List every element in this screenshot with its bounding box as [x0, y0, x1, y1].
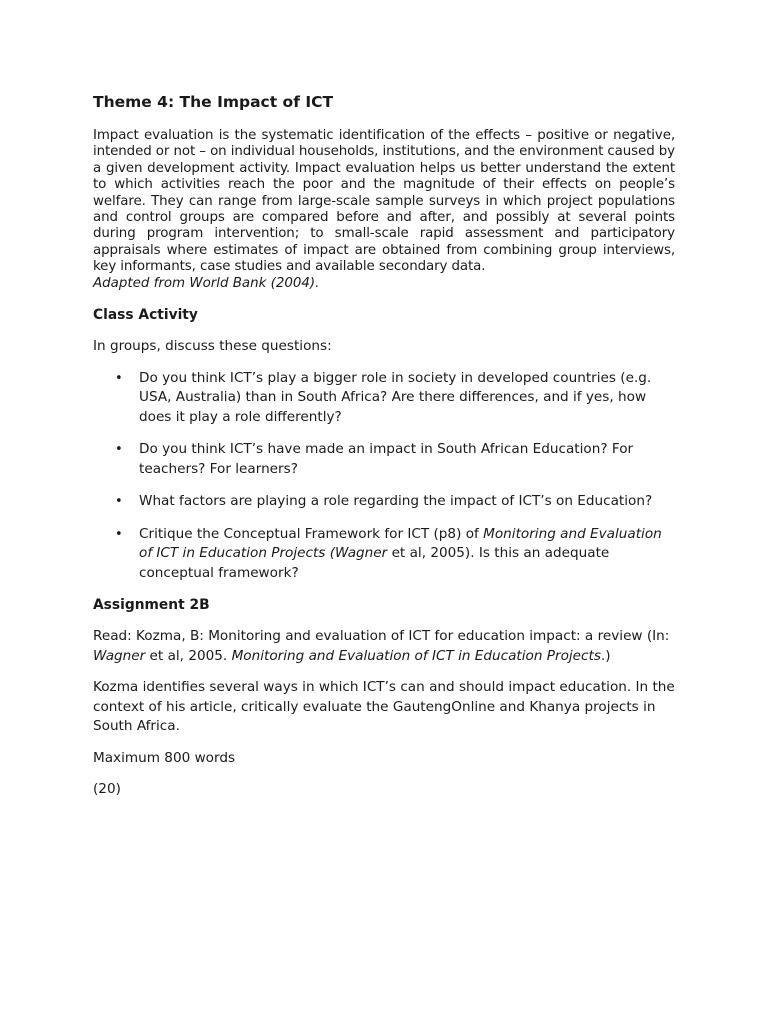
question-list	[93, 369, 675, 584]
bullet-icon: •	[115, 442, 123, 458]
question-item-4	[93, 525, 675, 584]
question-text: What factors are playing a role regarding the impact of ICT’s on Education?	[139, 493, 653, 510]
bullet-icon: •	[115, 370, 123, 386]
bullet-icon: •	[115, 494, 123, 510]
source-citation: Adapted from World Bank (2004).	[93, 275, 320, 291]
question-text: Do you think ICT’s have made an impact in South African Education? For teachers? For learners?	[139, 441, 634, 477]
bullet-icon: •	[115, 526, 123, 542]
reading-mid: et al, 2005.	[145, 647, 232, 664]
reading-title: Monitoring and Evaluation of ICT in Education Projects	[231, 647, 601, 664]
question-text-pre: Critique the Conceptual Framework for ICT (p8) of	[139, 525, 484, 542]
question-book-title: Monitoring and Evaluation of ICT in Education Projects (Wagner	[139, 525, 662, 562]
intro-paragraph: Impact evaluation is the systematic identification of the effects – positive or negative, intended or not – on individual households, institutions, and the environment caused by a given development activity. Impact evaluation helps us better understand the extent to which activities reach the poor and the magnitude of their effects on people’s welfare. They can range from large-scale sample surveys in which project populations and control groups are compared before and after, and possibly at several points during program intervention; to small-scale rapid assessment and participatory appraisals where estimates of impact are obtained from combining group interviews, key informants, case studies and available secondary data.	[93, 128, 675, 275]
question-item-2	[93, 440, 675, 479]
question-text: Do you think ICT’s play a bigger role in society in developed countries (e.g. USA, Australia) than in South Africa? Are there differences, and if yes, how does it play a role differently?	[139, 369, 652, 425]
question-item-1	[93, 369, 675, 428]
reading-pre: Read: Kozma, B: Monitoring and evaluation of ICT for education impact: a review (In:	[93, 628, 670, 645]
assignment-task: Kozma identifies several ways in which ICT’s can and should impact education. In the context of his article, critically evaluate the GautengOnline and Khanya projects in South Africa.	[93, 679, 675, 735]
reading-reference	[93, 627, 675, 666]
page-title: Theme 4: The Impact of ICT	[93, 93, 334, 111]
reading-author: Wagner	[93, 647, 146, 664]
document-page	[93, 92, 675, 812]
class-activity-instruction: In groups, discuss these questions:	[93, 338, 332, 355]
question-item-3	[93, 492, 675, 512]
marks-total: (20)	[93, 781, 121, 798]
question-text-post: et al, 2005). Is this an adequate conceptual framework?	[139, 545, 610, 581]
reading-post: .)	[600, 647, 611, 664]
class-activity-heading: Class Activity	[93, 307, 198, 324]
assignment-heading: Assignment 2B	[93, 597, 210, 614]
word-limit: Maximum 800 words	[93, 749, 236, 766]
